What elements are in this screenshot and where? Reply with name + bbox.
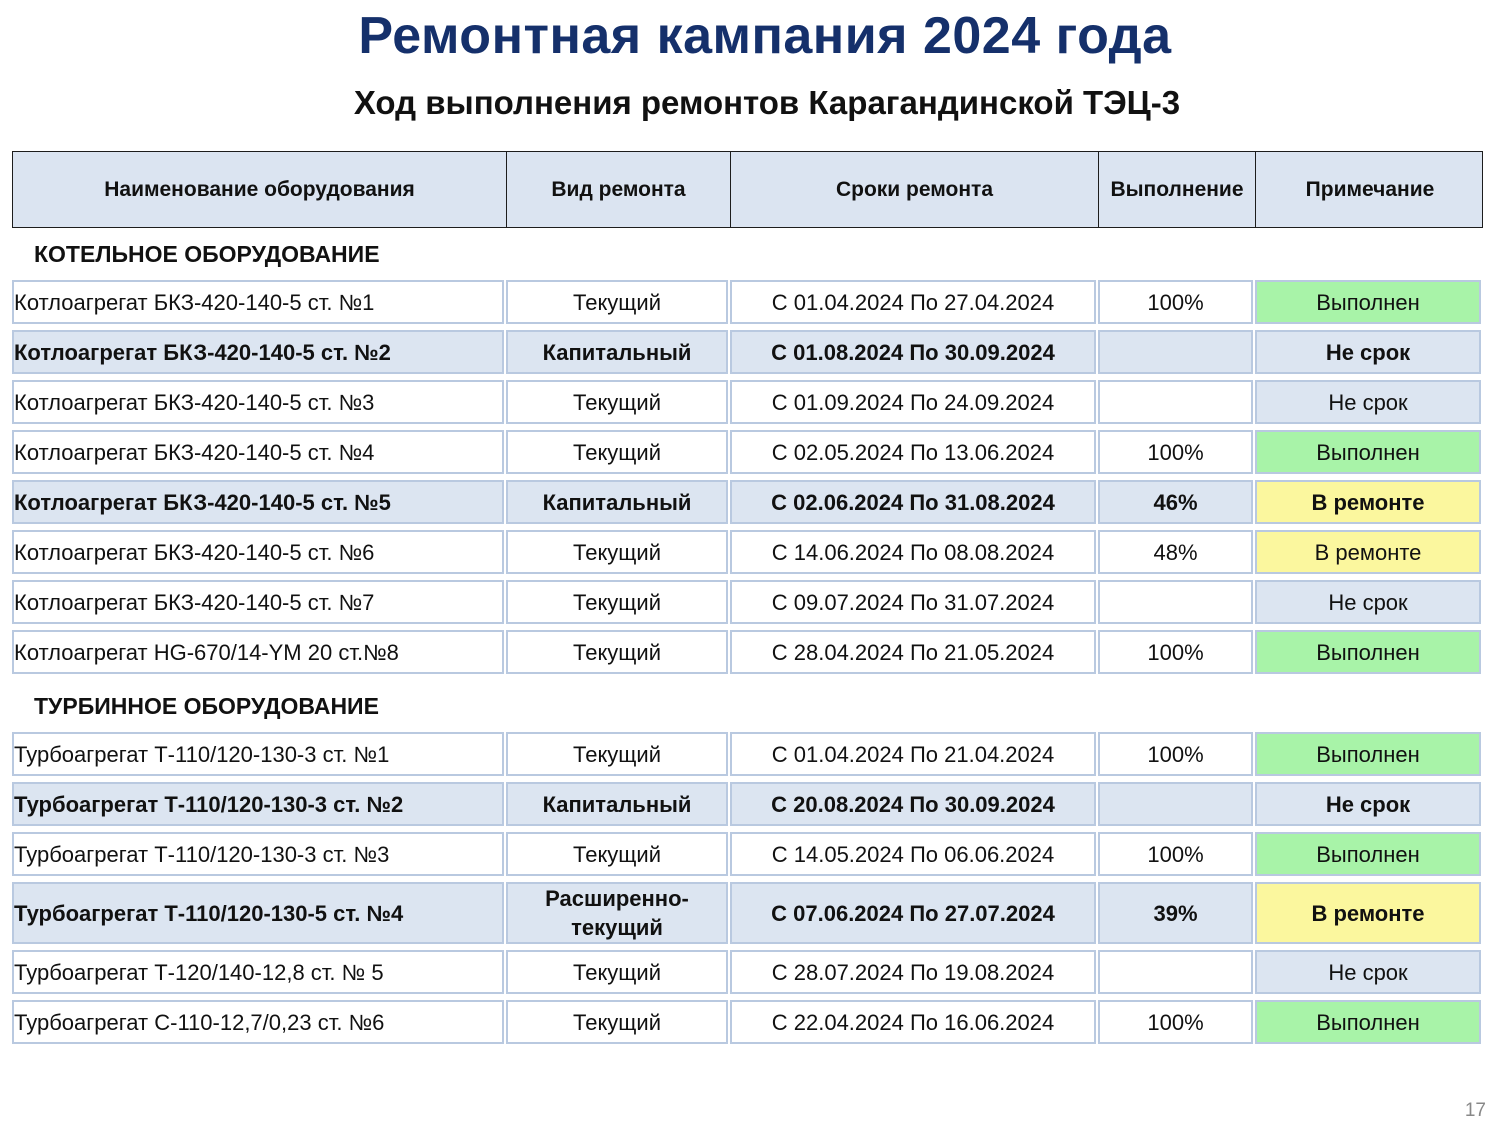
status-note-cell: В ремонте [1255, 882, 1481, 944]
progress-cell: 100% [1098, 630, 1253, 674]
repair-type-cell: Текущий [506, 832, 728, 876]
repair-type-cell: Текущий [506, 580, 728, 624]
repair-type-cell: Текущий [506, 1000, 728, 1044]
progress-cell: 39% [1098, 882, 1253, 944]
page-number: 17 [1464, 1100, 1486, 1121]
table-row [12, 630, 1483, 674]
status-note-cell: В ремонте [1255, 480, 1481, 524]
progress-cell [1098, 950, 1253, 994]
repair-table [12, 151, 1483, 1050]
equipment-name-cell: Турбоагрегат С-110-12,7/0,23 ст. №6 [12, 1000, 504, 1044]
equipment-name-cell: Котлоагрегат БКЗ-420-140-5 ст. №2 [12, 330, 504, 374]
status-note-cell: Выполнен [1255, 280, 1481, 324]
status-note-cell: Выполнен [1255, 430, 1481, 474]
status-note-cell: Выполнен [1255, 630, 1481, 674]
equipment-name-cell: Турбоагрегат Т-110/120-130-3 ст. №2 [12, 782, 504, 826]
progress-cell: 100% [1098, 280, 1253, 324]
repair-type-cell: Капитальный [506, 330, 728, 374]
header-equipment: Наименование оборудования [13, 152, 507, 227]
repair-dates-cell: С 01.09.2024 По 24.09.2024 [730, 380, 1096, 424]
progress-cell: 100% [1098, 1000, 1253, 1044]
equipment-name-cell: Котлоагрегат HG-670/14-YM 20 ст.№8 [12, 630, 504, 674]
repair-type-cell: Текущий [506, 380, 728, 424]
equipment-name-cell: Котлоагрегат БКЗ-420-140-5 ст. №1 [12, 280, 504, 324]
table-row [12, 782, 1483, 826]
header-note: Примечание [1305, 177, 1435, 201]
equipment-name-cell: Котлоагрегат БКЗ-420-140-5 ст. №4 [12, 430, 504, 474]
table-body [12, 228, 1483, 1044]
equipment-name-cell: Котлоагрегат БКЗ-420-140-5 ст. №5 [12, 480, 504, 524]
equipment-name-cell: Турбоагрегат Т-110/120-130-3 ст. №1 [12, 732, 504, 776]
repair-type-cell: Капитальный [506, 782, 728, 826]
repair-dates-cell: С 02.06.2024 По 31.08.2024 [730, 480, 1096, 524]
section-heading: КОТЕЛЬНОЕ ОБОРУДОВАНИЕ [34, 240, 380, 267]
progress-cell: 48% [1098, 530, 1253, 574]
repair-dates-cell: С 09.07.2024 По 31.07.2024 [730, 580, 1096, 624]
table-row [12, 380, 1483, 424]
repair-type-cell: Текущий [506, 732, 728, 776]
repair-type-cell: Текущий [506, 630, 728, 674]
equipment-name-cell: Турбоагрегат Т-110/120-130-5 ст. №4 [12, 882, 504, 944]
table-row [12, 480, 1483, 524]
status-note-cell: Выполнен [1255, 832, 1481, 876]
repair-type-cell: Текущий [506, 530, 728, 574]
progress-cell [1098, 330, 1253, 374]
header-repair-type: Вид ремонта [507, 152, 731, 227]
header-repair-dates: Сроки ремонта [731, 152, 1099, 227]
repair-dates-cell: С 01.08.2024 По 30.09.2024 [730, 330, 1096, 374]
table-row [12, 832, 1483, 876]
equipment-name-cell: Котлоагрегат БКЗ-420-140-5 ст. №7 [12, 580, 504, 624]
table-row [12, 950, 1483, 994]
repair-dates-cell: С 22.04.2024 По 16.06.2024 [730, 1000, 1096, 1044]
table-row [12, 580, 1483, 624]
repair-dates-cell: С 14.06.2024 По 08.08.2024 [730, 530, 1096, 574]
progress-cell [1098, 580, 1253, 624]
status-note-cell: Не срок [1255, 580, 1481, 624]
repair-dates-cell: С 14.05.2024 По 06.06.2024 [730, 832, 1096, 876]
equipment-name-cell: Котлоагрегат БКЗ-420-140-5 ст. №6 [12, 530, 504, 574]
table-row [12, 530, 1483, 574]
repair-type-cell: Текущий [506, 280, 728, 324]
table-row [12, 1000, 1483, 1044]
progress-cell: 100% [1098, 430, 1253, 474]
repair-dates-cell: С 01.04.2024 По 21.04.2024 [730, 732, 1096, 776]
equipment-name-cell: Турбоагрегат Т-110/120-130-3 ст. №3 [12, 832, 504, 876]
repair-dates-cell: С 20.08.2024 По 30.09.2024 [730, 782, 1096, 826]
header-progress: Выполнение [1099, 152, 1256, 227]
table-row [12, 882, 1483, 944]
page-title: Ремонтная кампания 2024 года [358, 7, 1172, 65]
equipment-name-cell: Котлоагрегат БКЗ-420-140-5 ст. №3 [12, 380, 504, 424]
status-note-cell: Не срок [1255, 782, 1481, 826]
repair-type-cell: Текущий [506, 950, 728, 994]
progress-cell: 100% [1098, 732, 1253, 776]
progress-cell [1098, 782, 1253, 826]
status-note-cell: Не срок [1255, 330, 1481, 374]
status-note-cell: Выполнен [1255, 1000, 1481, 1044]
table-header [12, 151, 1483, 228]
status-note-cell: Не срок [1255, 380, 1481, 424]
repair-dates-cell: С 01.04.2024 По 27.04.2024 [730, 280, 1096, 324]
equipment-name-cell: Турбоагрегат Т-120/140-12,8 ст. № 5 [12, 950, 504, 994]
repair-type-cell: Текущий [506, 430, 728, 474]
status-note-cell: Не срок [1255, 950, 1481, 994]
table-row [12, 732, 1483, 776]
progress-cell: 46% [1098, 480, 1253, 524]
repair-type-cell: Капитальный [506, 480, 728, 524]
progress-cell: 100% [1098, 832, 1253, 876]
repair-dates-cell: С 28.07.2024 По 19.08.2024 [730, 950, 1096, 994]
section-heading: ТУРБИННОЕ ОБОРУДОВАНИЕ [34, 692, 379, 719]
repair-dates-cell: С 02.05.2024 По 13.06.2024 [730, 430, 1096, 474]
table-row [12, 430, 1483, 474]
repair-dates-cell: С 28.04.2024 По 21.05.2024 [730, 630, 1096, 674]
progress-cell [1098, 380, 1253, 424]
status-note-cell: Выполнен [1255, 732, 1481, 776]
repair-type-cell: Расширенно-текущий [506, 882, 728, 944]
table-row [12, 330, 1483, 374]
page-subtitle: Ход выполнения ремонтов Карагандинской ТЭЦ-3 [353, 84, 1181, 121]
repair-dates-cell: С 07.06.2024 По 27.07.2024 [730, 882, 1096, 944]
table-row [12, 280, 1483, 324]
status-note-cell: В ремонте [1255, 530, 1481, 574]
